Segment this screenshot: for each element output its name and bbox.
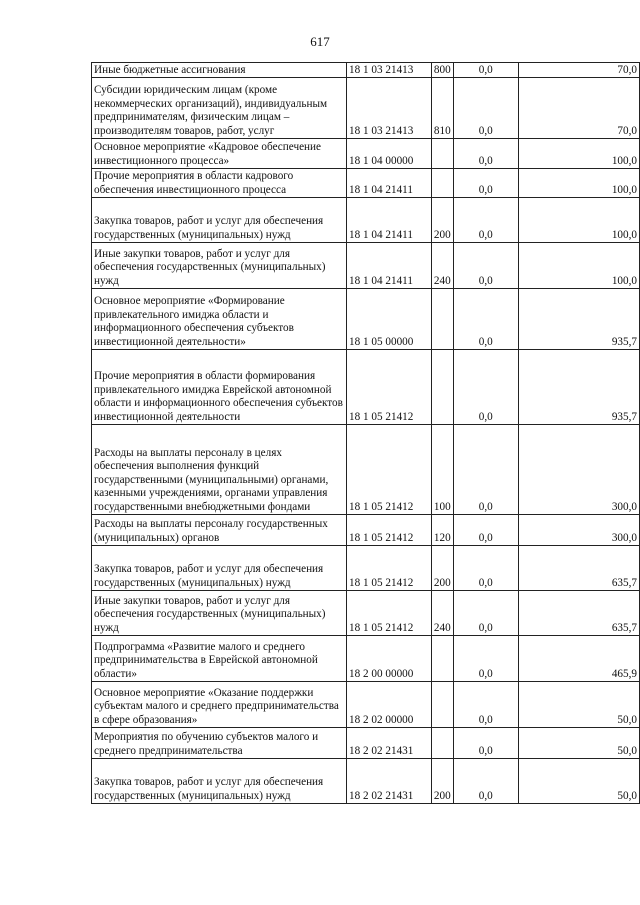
expense-type-cell: 200 <box>431 198 453 243</box>
target-code-cell: 18 1 05 21412 <box>347 350 432 425</box>
budget-table <box>91 62 640 804</box>
table-row <box>92 682 640 728</box>
table-row <box>92 289 640 350</box>
amount-2-cell: 465,9 <box>518 636 639 682</box>
expense-type-cell <box>431 289 453 350</box>
expense-name-cell: Мероприятия по обучению субъектов малого и среднего предпринимательства <box>92 728 347 759</box>
expense-name-cell: Прочие мероприятия в области формирования привлекательного имиджа Еврейской автономной области и информационного обеспечения субъектов инвестиционной деятельности <box>92 350 347 425</box>
expense-type-cell: 810 <box>431 78 453 139</box>
amount-2-cell: 50,0 <box>518 759 639 804</box>
amount-1-cell: 0,0 <box>453 63 518 78</box>
expense-name-cell: Закупка товаров, работ и услуг для обеспечения государственных (муниципальных) нужд <box>92 546 347 591</box>
expense-type-cell <box>431 169 453 198</box>
table-row <box>92 198 640 243</box>
amount-1-cell: 0,0 <box>453 728 518 759</box>
amount-2-cell: 100,0 <box>518 139 639 169</box>
expense-name-cell: Прочие мероприятия в области кадрового обеспечения инвестиционного процесса <box>92 169 347 198</box>
expense-name-cell: Подпрограмма «Развитие малого и среднего предпринимательства в Еврейской автономной области» <box>92 636 347 682</box>
expense-type-cell <box>431 728 453 759</box>
amount-1-cell: 0,0 <box>453 169 518 198</box>
expense-name-cell: Закупка товаров, работ и услуг для обеспечения государственных (муниципальных) нужд <box>92 759 347 804</box>
table-row <box>92 243 640 289</box>
expense-type-cell <box>431 139 453 169</box>
amount-2-cell: 100,0 <box>518 243 639 289</box>
amount-2-cell: 100,0 <box>518 198 639 243</box>
amount-1-cell: 0,0 <box>453 515 518 546</box>
amount-2-cell: 70,0 <box>518 63 639 78</box>
expense-type-cell: 240 <box>431 591 453 636</box>
target-code-cell: 18 1 05 21412 <box>347 425 432 515</box>
target-code-cell: 18 1 04 21411 <box>347 198 432 243</box>
amount-2-cell: 935,7 <box>518 289 639 350</box>
amount-1-cell: 0,0 <box>453 289 518 350</box>
amount-1-cell: 0,0 <box>453 425 518 515</box>
expense-type-cell: 120 <box>431 515 453 546</box>
amount-2-cell: 50,0 <box>518 682 639 728</box>
table-row <box>92 139 640 169</box>
expense-name-cell: Основное мероприятие «Кадровое обеспечение инвестиционного процесса» <box>92 139 347 169</box>
expense-name-cell: Основное мероприятие «Формирование привлекательного имиджа области и информационного обеспечения субъектов инвестиционной деятельности» <box>92 289 347 350</box>
expense-type-cell <box>431 682 453 728</box>
amount-1-cell: 0,0 <box>453 636 518 682</box>
expense-name-cell: Иные закупки товаров, работ и услуг для обеспечения государственных (муниципальных) нужд <box>92 591 347 636</box>
expense-name-cell: Иные закупки товаров, работ и услуг для обеспечения государственных (муниципальных) нужд <box>92 243 347 289</box>
expense-name-cell: Иные бюджетные ассигнования <box>92 63 347 78</box>
expense-name-cell: Расходы на выплаты персоналу в целях обеспечения выполнения функций государственными (муниципальными) органами, казенными учреждениями, органами управления государственными внебюджетными фондами <box>92 425 347 515</box>
expense-type-cell: 200 <box>431 759 453 804</box>
amount-2-cell: 935,7 <box>518 350 639 425</box>
table-row <box>92 759 640 804</box>
amount-1-cell: 0,0 <box>453 198 518 243</box>
expense-type-cell <box>431 350 453 425</box>
target-code-cell: 18 1 03 21413 <box>347 78 432 139</box>
amount-2-cell: 300,0 <box>518 425 639 515</box>
target-code-cell: 18 2 02 21431 <box>347 728 432 759</box>
amount-2-cell: 50,0 <box>518 728 639 759</box>
table-row <box>92 63 640 78</box>
expense-name-cell: Основное мероприятие «Оказание поддержки субъектам малого и среднего предпринимательства в сфере образования» <box>92 682 347 728</box>
amount-2-cell: 70,0 <box>518 78 639 139</box>
target-code-cell: 18 2 00 00000 <box>347 636 432 682</box>
table-row <box>92 169 640 198</box>
expense-type-cell: 200 <box>431 546 453 591</box>
amount-1-cell: 0,0 <box>453 350 518 425</box>
table-row <box>92 78 640 139</box>
table-row <box>92 728 640 759</box>
target-code-cell: 18 2 02 21431 <box>347 759 432 804</box>
expense-name-cell: Закупка товаров, работ и услуг для обеспечения государственных (муниципальных) нужд <box>92 198 347 243</box>
expense-type-cell <box>431 636 453 682</box>
target-code-cell: 18 1 05 21412 <box>347 546 432 591</box>
expense-type-cell: 100 <box>431 425 453 515</box>
amount-1-cell: 0,0 <box>453 139 518 169</box>
table-row <box>92 515 640 546</box>
target-code-cell: 18 1 04 00000 <box>347 139 432 169</box>
target-code-cell: 18 1 04 21411 <box>347 243 432 289</box>
table-row <box>92 425 640 515</box>
amount-2-cell: 100,0 <box>518 169 639 198</box>
target-code-cell: 18 2 02 00000 <box>347 682 432 728</box>
amount-1-cell: 0,0 <box>453 546 518 591</box>
budget-table-body <box>92 63 640 804</box>
amount-2-cell: 635,7 <box>518 591 639 636</box>
amount-2-cell: 635,7 <box>518 546 639 591</box>
expense-name-cell: Субсидии юридическим лицам (кроме некоммерческих организаций), индивидуальным предпринимателям, физическим лицам – производителям товаров, работ, услуг <box>92 78 347 139</box>
expense-type-cell: 240 <box>431 243 453 289</box>
table-row <box>92 546 640 591</box>
target-code-cell: 18 1 05 21412 <box>347 515 432 546</box>
page-number: 617 <box>310 34 330 49</box>
amount-1-cell: 0,0 <box>453 78 518 139</box>
amount-1-cell: 0,0 <box>453 591 518 636</box>
target-code-cell: 18 1 03 21413 <box>347 63 432 78</box>
amount-2-cell: 300,0 <box>518 515 639 546</box>
amount-1-cell: 0,0 <box>453 682 518 728</box>
target-code-cell: 18 1 05 00000 <box>347 289 432 350</box>
target-code-cell: 18 1 05 21412 <box>347 591 432 636</box>
target-code-cell: 18 1 04 21411 <box>347 169 432 198</box>
amount-1-cell: 0,0 <box>453 759 518 804</box>
table-row <box>92 350 640 425</box>
table-row <box>92 591 640 636</box>
expense-name-cell: Расходы на выплаты персоналу государственных (муниципальных) органов <box>92 515 347 546</box>
amount-1-cell: 0,0 <box>453 243 518 289</box>
table-row <box>92 636 640 682</box>
expense-type-cell: 800 <box>431 63 453 78</box>
